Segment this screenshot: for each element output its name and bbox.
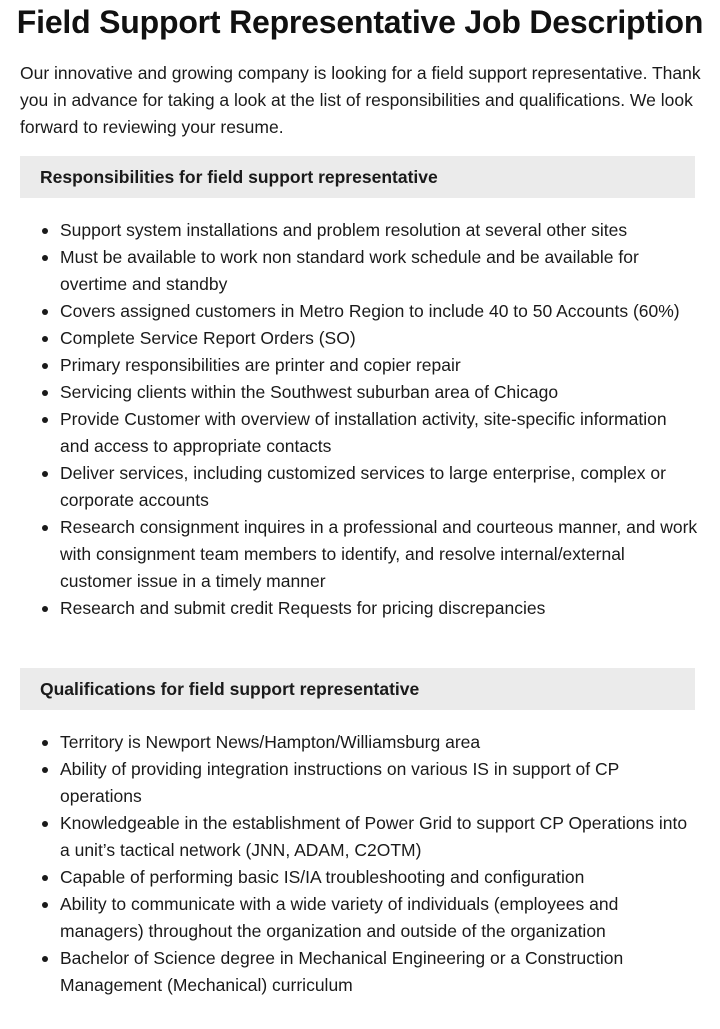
responsibilities-heading: Responsibilities for field support representative <box>20 156 695 198</box>
list-item: Territory is Newport News/Hampton/Williamsburg area <box>60 729 700 756</box>
list-item: Research and submit credit Requests for pricing discrepancies <box>60 595 700 622</box>
list-item: Capable of performing basic IS/IA troubleshooting and configuration <box>60 864 700 891</box>
intro-paragraph: Our innovative and growing company is looking for a field support representative. Thank you in advance for taking a look at the list of responsibilities and qualifications. We look forward to reviewing your resume. <box>20 63 701 137</box>
list-item: Knowledgeable in the establishment of Power Grid to support CP Operations into a unit’s tactical network (JNN, ADAM, C2OTM) <box>60 810 700 864</box>
list-item: Complete Service Report Orders (SO) <box>60 325 700 352</box>
list-item: Bachelor of Science degree in Mechanical Engineering or a Construction Management (Mechanical) curriculum <box>60 945 700 999</box>
list-item: Ability of providing integration instructions on various IS in support of CP operations <box>60 756 700 810</box>
list-item: Provide Customer with overview of installation activity, site-specific information and access to appropriate contacts <box>60 406 700 460</box>
list-item: Covers assigned customers in Metro Region to include 40 to 50 Accounts (60%) <box>60 298 700 325</box>
qualifications-list <box>20 729 700 999</box>
list-item: Deliver services, including customized services to large enterprise, complex or corporate accounts <box>60 460 700 514</box>
page-title: Field Support Representative Job Description <box>16 4 704 40</box>
qualifications-heading: Qualifications for field support representative <box>20 668 695 710</box>
list-item: Servicing clients within the Southwest suburban area of Chicago <box>60 379 700 406</box>
list-item: Primary responsibilities are printer and copier repair <box>60 352 700 379</box>
list-item: Must be available to work non standard work schedule and be available for overtime and standby <box>60 244 700 298</box>
list-item: Ability to communicate with a wide variety of individuals (employees and managers) throughout the organization and outside of the organization <box>60 891 700 945</box>
list-item: Support system installations and problem resolution at several other sites <box>60 217 700 244</box>
list-item: Research consignment inquires in a professional and courteous manner, and work with consignment team members to identify, and resolve internal/external customer issue in a timely manner <box>60 514 700 595</box>
responsibilities-list <box>20 217 700 622</box>
